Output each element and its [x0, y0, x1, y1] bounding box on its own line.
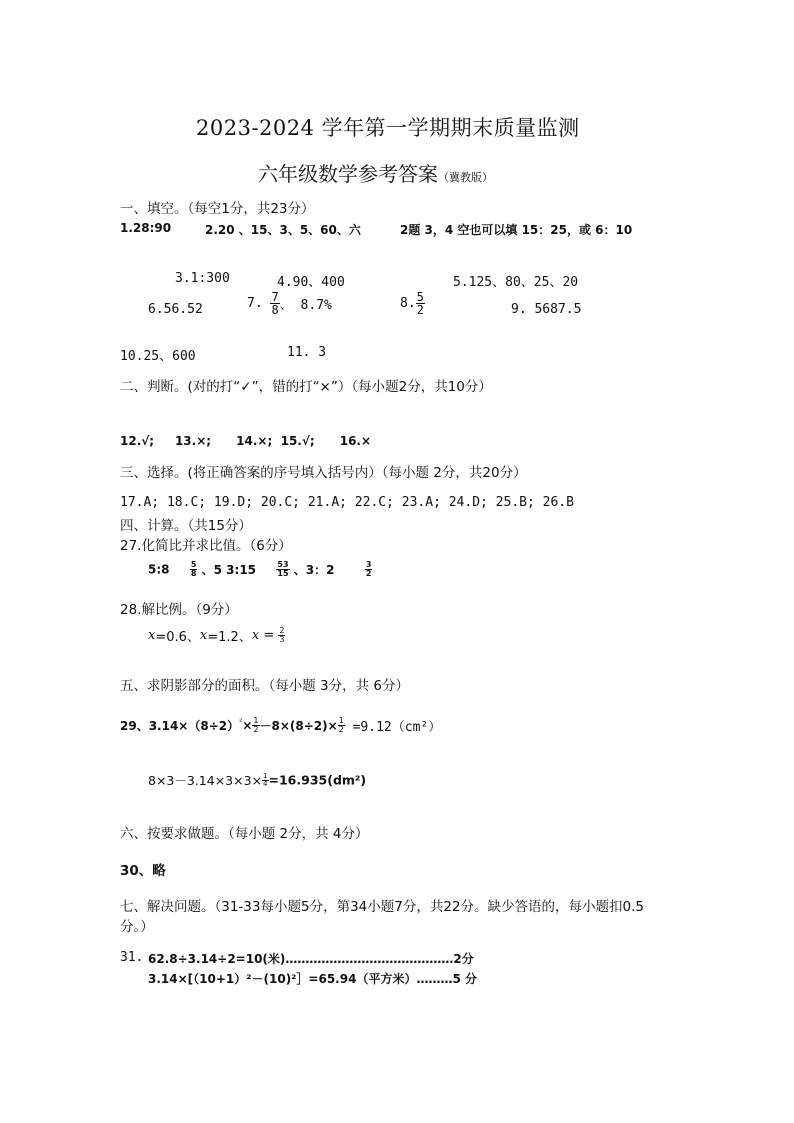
q27-f2-numerator: 53 — [277, 560, 289, 569]
q29-half-1-num: 1 — [253, 716, 259, 725]
q29-part-d: －8×(8÷2)× — [259, 719, 338, 733]
answer-1: 1.28:90 — [120, 221, 172, 235]
question-29-line-1 — [120, 716, 441, 735]
q27-f2-denominator: 15 — [277, 569, 289, 578]
section-7-heading-line-2: 分。） — [120, 919, 154, 935]
q29-part-e: =9.12（cm²） — [344, 720, 442, 735]
answer-4: 4.90、400 — [277, 275, 345, 290]
page-title: 2023-2024 学年第一学期期末质量监测 — [196, 116, 580, 140]
section-7-heading-line-1: 七、解决问题。（31-33每小题5分，第34小题7分，共22分。缺少答语的，每小题扣0.5 — [120, 899, 644, 915]
section-3-answers: 17.A; 18.C; 19.D; 20.C; 21.A; 22.C; 23.A; 24.D; 25.B; 26.B — [120, 495, 574, 510]
q29-half-2-num: 1 — [338, 716, 344, 725]
answer-6: 6.56.52 — [148, 302, 203, 317]
answer-11: 11. 3 — [287, 345, 327, 360]
q29-half-1-den: 2 — [253, 725, 259, 734]
q28-numerator: 2 — [279, 626, 285, 635]
section-5-heading: 五、求阴影部分的面积。（每小题 3分，共 6分） — [120, 678, 410, 694]
q29b-part-b: =16.935(dm²) — [268, 772, 367, 788]
q28-fraction — [278, 627, 285, 644]
question-31-step-2: 3.14×[（10+1）²－(10)²］=65.94（平方米）………5 分 — [148, 972, 477, 986]
q27-f3-denominator: 2 — [365, 569, 372, 578]
q29-times: × — [242, 718, 253, 733]
q29-half-2-den: 2 — [338, 725, 344, 734]
q29-square: ² — [239, 717, 243, 726]
answer-7-fraction — [270, 291, 279, 316]
section-2-answers: 12.√; 13.×; 14.×; 15.√; 16.× — [120, 434, 372, 448]
answer-8 — [400, 291, 425, 316]
q29b-quarter-den: 4 — [263, 779, 268, 788]
q27-ratio-2: 、5 3:15 — [201, 563, 257, 577]
answer-8-denominator: 2 — [416, 303, 424, 317]
q29b-part-a: 8×3－3.14×3×3× — [148, 773, 263, 788]
answer-7-prefix: 7. — [247, 296, 263, 311]
q28-value-2: =1.2、 — [207, 630, 252, 645]
question-28-answers — [148, 626, 285, 645]
answer-2: 2.20 、15、3、5、60、六 — [205, 223, 361, 237]
q27-fraction-2 — [276, 561, 289, 578]
q27-ratio-3: 、3：2 — [293, 563, 335, 577]
q28-var-2: x — [199, 628, 208, 643]
section-1-heading: 一、填空。（每空1分，共23分） — [120, 201, 315, 217]
section-2-heading: 二、判断。(对的打“✓”，错的打“×”）（每小题2分，共10分） — [120, 379, 492, 395]
question-29-line-2 — [148, 771, 366, 789]
q28-equals: = — [259, 628, 279, 643]
question-27-heading: 27.化简比并求比值。（6分） — [120, 538, 292, 554]
answer-5: 5.125、80、25、20 — [453, 275, 579, 290]
q28-var-1: x — [148, 628, 156, 643]
answer-2-note: 2题 3，4 空也可以填 15：25，或 6：10 — [400, 223, 633, 237]
q28-denominator: 3 — [279, 635, 285, 644]
edition-label: （冀教版） — [438, 171, 493, 184]
answer-7 — [247, 291, 332, 316]
answer-7-numerator: 7 — [271, 290, 279, 304]
q27-f3-numerator: 3 — [365, 560, 372, 569]
q27-ratio-1: 5:8 — [148, 562, 170, 577]
q27-f1-numerator: 5 — [190, 560, 197, 569]
q29b-quarter-num: 1 — [263, 771, 268, 780]
page-subtitle — [258, 158, 493, 187]
question-30-answer: 30、略 — [120, 863, 166, 879]
answer-9: 9. 5687.5 — [511, 302, 582, 317]
q28-var-3: x — [251, 628, 260, 643]
answer-8-numerator: 5 — [416, 290, 424, 304]
question-31-number: 31. — [120, 950, 144, 965]
answer-7-denominator: 8 — [271, 303, 279, 317]
q28-value-1: =0.6、 — [155, 630, 200, 645]
answer-8-prefix: 8. — [400, 296, 416, 311]
q27-fraction-3 — [365, 561, 373, 578]
question-31-step-1: 62.8÷3.14÷2=10(米)……………………………………2分 — [148, 952, 474, 966]
answer-3: 3.1:300 — [175, 271, 230, 286]
q27-f1-denominator: 8 — [190, 569, 197, 578]
q29-half-1 — [252, 717, 259, 734]
question-27-answers — [148, 561, 372, 578]
answer-8-fraction — [416, 291, 425, 316]
q29-part-a: 29、3.14×（8÷2） — [120, 719, 240, 733]
q27-fraction-1 — [190, 561, 198, 578]
section-3-heading: 三、选择。(将正确答案的序号填入括号内）（每小题 2分，共20分） — [120, 465, 527, 481]
q29-half-2 — [338, 717, 345, 734]
subtitle-text: 六年级数学参考答案 — [258, 162, 438, 186]
answer-7-suffix: 、 8.7% — [279, 298, 332, 313]
question-28-heading: 28.解比例。（9分） — [120, 602, 238, 618]
answer-10: 10.25、600 — [120, 349, 196, 364]
section-6-heading: 六、按要求做题。（每小题 2分，共 4分） — [120, 826, 369, 842]
section-4-heading: 四、计算。（共15分） — [120, 518, 252, 534]
